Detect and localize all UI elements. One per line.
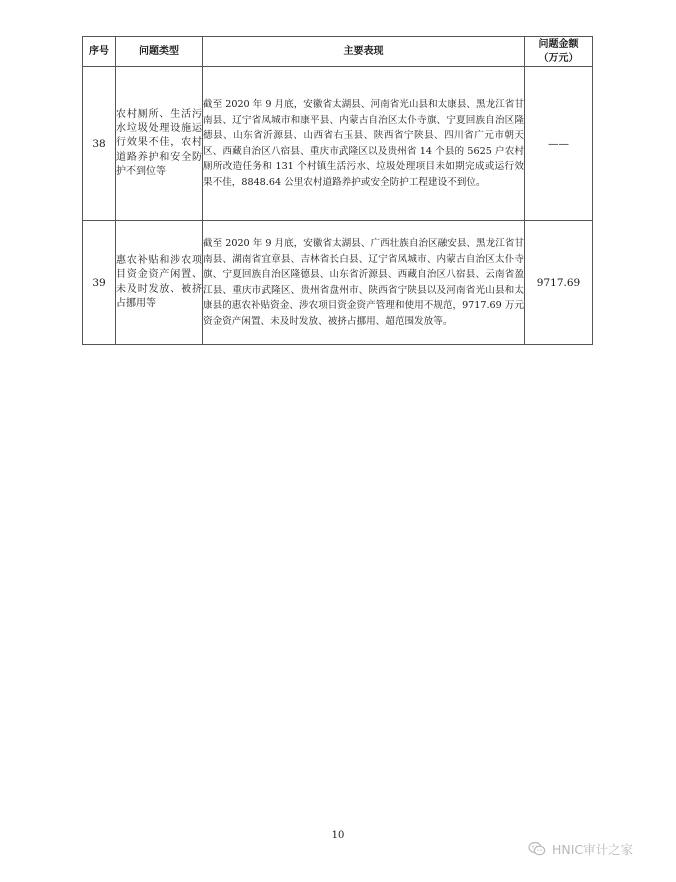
page-number: 10: [331, 830, 345, 841]
row-number: 39: [83, 221, 116, 345]
header-amount: 问题金额 （万元）: [525, 37, 593, 67]
description-cell: 截至 2020 年 9 月底，安徽省太湖县、广西壮族自治区融安县、黑龙江省甘南县、湖南省宜章县、吉林省长白县、辽宁省凤城市、内蒙古自治区太仆寺旗、宁夏回族自治区隆德县、山东省沂源县、西藏自治区八宿县、云南省盈江县、重庆市武隆区、贵州省盘州市、陕西省宁陕县以及河南省光山县和太康县的惠农补贴资金、涉农项目资金资产管理和使用不规范，9717.69 万元资金资产闲置、未及时发放、被挤占挪用、超范围发放等。: [203, 221, 525, 345]
issue-type-cell: 农村厕所、生活污水垃圾处理设施运行效果不佳，农村道路养护和安全防护不到位等: [116, 67, 203, 221]
row-number: 38: [83, 67, 116, 221]
wechat-icon: [528, 841, 546, 857]
amount-cell: 9717.69: [525, 221, 593, 345]
header-issue-type: 问题类型: [116, 37, 203, 67]
table-header-row: [83, 37, 593, 67]
audit-issues-table: [82, 36, 593, 345]
amount-cell: ——: [525, 67, 593, 221]
description-cell: 截至 2020 年 9 月底，安徽省太湖县、河南省光山县和太康县、黑龙江省甘南县、辽宁省凤城市和康平县、内蒙古自治区太仆寺旗、宁夏回族自治区隆德县、山东省沂源县、山西省右玉县、陕西省宁陕县、四川省广元市朝天区、西藏自治区八宿县、重庆市武隆区以及贵州省 14 个县的 5625 户农村厕所改造任务和 131 个村镇生活污水、垃圾处理项目未如期完成或运行效果不佳，8848.64 公里农村道路养护或安全防护工程建设不到位。: [203, 67, 525, 221]
watermark: [528, 840, 633, 858]
header-no: 序号: [83, 37, 116, 67]
issue-type-cell: 惠农补贴和涉农项目资金资产闲置、未及时发放、被挤占挪用等: [116, 221, 203, 345]
watermark-text: HNIC审计之家: [552, 842, 634, 857]
header-main-description: 主要表现: [203, 37, 525, 67]
table-row: [83, 67, 593, 221]
table-row: [83, 221, 593, 345]
